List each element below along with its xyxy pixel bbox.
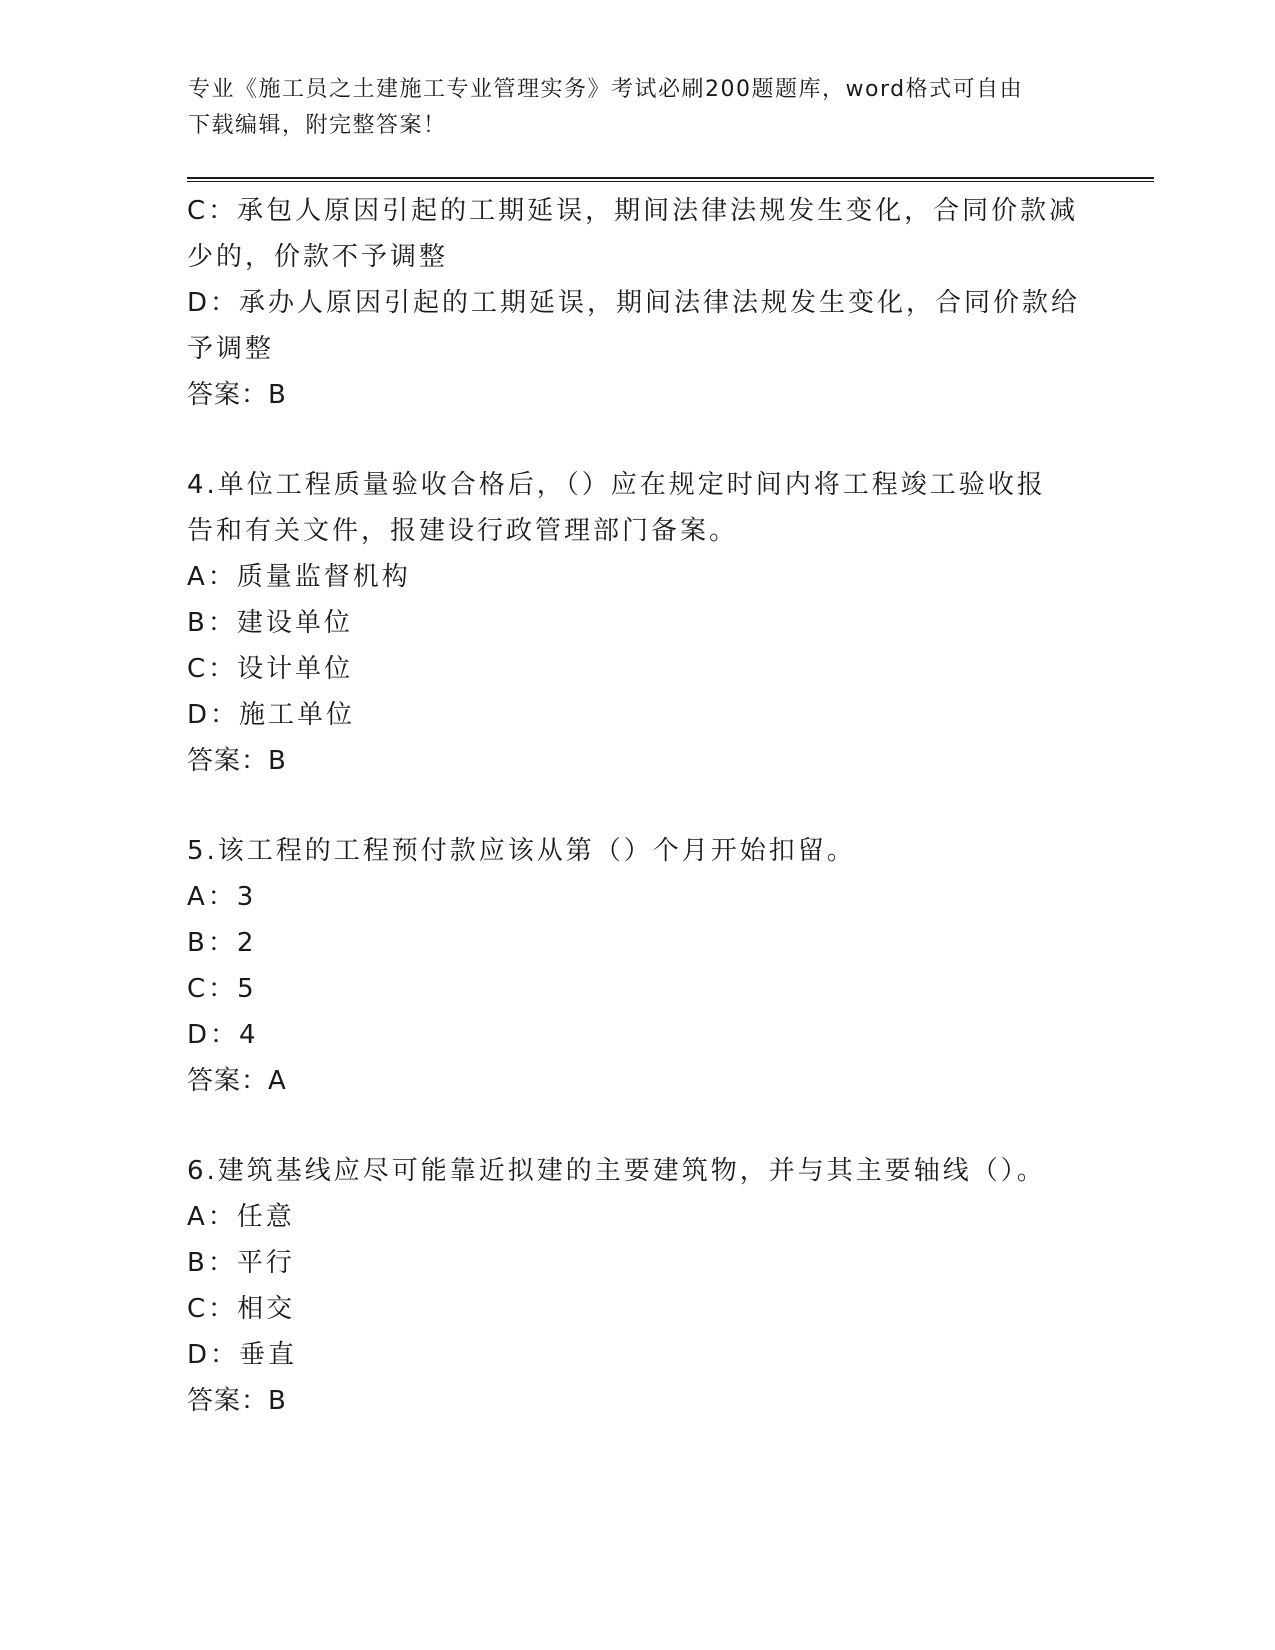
q6-option-c: C：相交	[187, 1294, 296, 1324]
q3-option-d-line-2: 予调整	[187, 334, 275, 364]
q3-option-d-line-1: D：承办人原因引起的工期延误，期间法律法规发生变化，合同价款给	[187, 288, 1081, 318]
q5-option-c: C：5	[187, 974, 257, 1004]
header-title-line-2: 下载编辑，附完整答案！	[188, 113, 447, 138]
q5-option-d: D：4	[187, 1020, 259, 1050]
q4-option-b: B：建设单位	[187, 608, 353, 638]
q4-option-d: D：施工单位	[187, 700, 356, 730]
question-spacer	[187, 784, 1087, 828]
header-title-line-1: 专业《施工员之土建施工专业管理实务》考试必刷200题题库，word格式可自由	[188, 77, 1024, 102]
q3-option-c-line-2: 少的，价款不予调整	[187, 242, 449, 272]
question-4	[187, 462, 1087, 784]
q4-stem-line-2: 告和有关文件，报建设行政管理部门备案。	[187, 516, 739, 546]
question-6	[187, 1148, 1087, 1424]
q4-option-c: C：设计单位	[187, 654, 354, 684]
q5-option-b: B：2	[187, 928, 257, 958]
question-3-continued	[187, 188, 1087, 418]
question-spacer	[187, 1104, 1087, 1148]
question-spacer	[187, 418, 1087, 462]
header-divider-thin	[187, 181, 1154, 182]
q5-stem: 5.该工程的工程预付款应该从第（）个月开始扣留。	[187, 836, 856, 866]
q6-option-d: D：垂直	[187, 1340, 298, 1370]
q3-option-c-line-1: C：承包人原因引起的工期延误，期间法律法规发生变化，合同价款减	[187, 196, 1079, 226]
q3-answer: 答案：B	[187, 380, 287, 410]
q4-answer: 答案：B	[187, 746, 287, 776]
document-header	[188, 72, 1088, 144]
q6-stem: 6.建筑基线应尽可能靠近拟建的主要建筑物，并与其主要轴线（）。	[187, 1156, 1046, 1186]
header-divider-thick	[187, 177, 1154, 179]
q4-stem-line-1: 4.单位工程质量验收合格后，（）应在规定时间内将工程竣工验收报	[187, 470, 1046, 500]
question-list	[187, 188, 1087, 1424]
q6-answer: 答案：B	[187, 1386, 287, 1416]
q4-option-a: A：质量监督机构	[187, 562, 411, 592]
q6-option-a: A：任意	[187, 1202, 295, 1232]
q5-option-a: A：3	[187, 882, 257, 912]
q5-answer: 答案：A	[187, 1066, 287, 1096]
question-5	[187, 828, 1087, 1104]
q6-option-b: B：平行	[187, 1248, 295, 1278]
